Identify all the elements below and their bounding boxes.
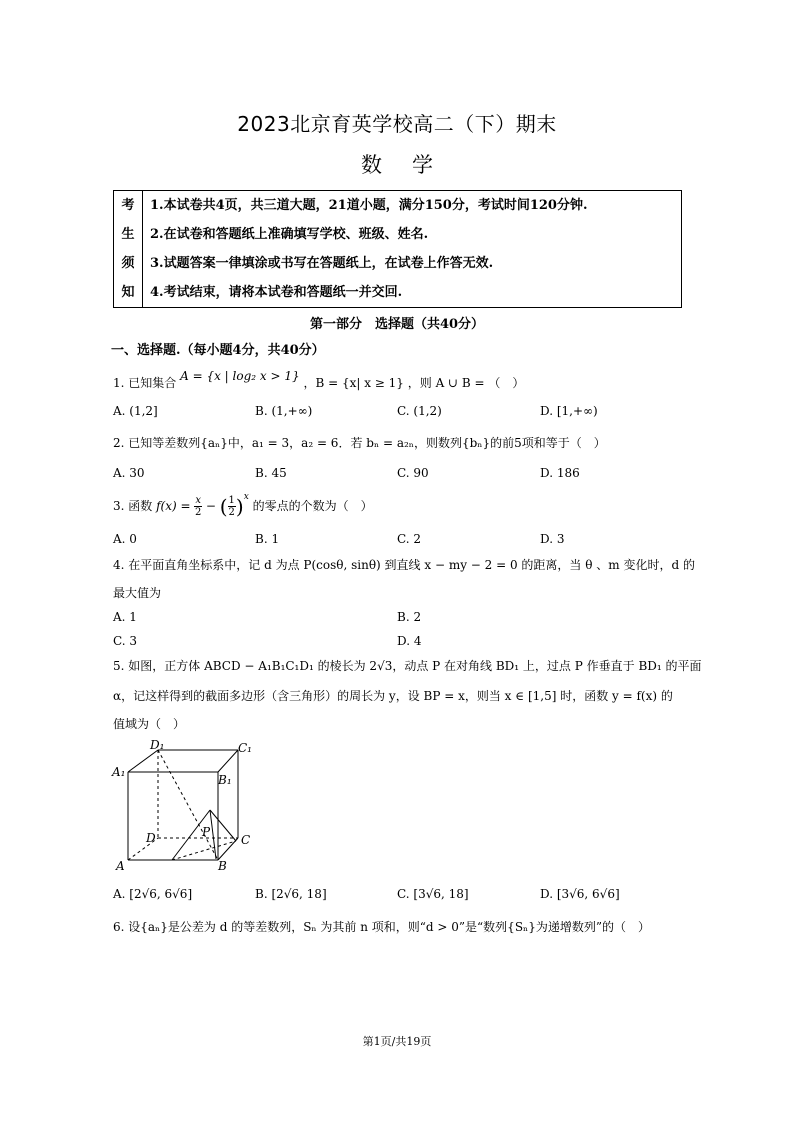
q3-right-paren: )	[235, 494, 244, 519]
q4-option-c: C. 3	[113, 634, 138, 648]
question-4-line-2: 最大值为	[113, 586, 162, 600]
q4-option-b: B. 2	[397, 610, 422, 624]
q3-func-name: f(x) =	[156, 499, 191, 513]
exam-notice-box	[113, 190, 682, 308]
q1-option-c: C. (1,2)	[397, 404, 442, 418]
q3-prefix: 3. 函数	[113, 499, 153, 513]
q1-set-b: ，B = {x| x ≥ 1}	[303, 376, 404, 390]
notice-side-char: 生	[121, 227, 135, 242]
page-title: 2023北京育英学校高二（下）期末	[237, 112, 557, 136]
q1-option-a: A. (1,2]	[113, 404, 158, 418]
q3-option-a: A. 0	[113, 532, 137, 546]
q3-frac2-den: 2	[228, 507, 235, 518]
notice-side-char: 考	[121, 198, 135, 213]
notice-item: 3.试题答案一律填涂或书写在答题纸上，在试卷上作答无效.	[150, 256, 494, 271]
page-footer: 第1页/共19页	[362, 1035, 432, 1048]
question-5-line-2: α，记这样得到的截面多边形（含三角形）的周长为 y，设 BP = x，则当 x ∈ [1,5] 时，函数 y = f(x) 的	[113, 689, 673, 703]
cube-figure	[110, 738, 260, 873]
diagonal-bd1	[158, 750, 218, 860]
notice-item: 1.本试卷共4页，共三道大题，21道小题，满分150分，考试时间120分钟.	[150, 198, 588, 213]
q1-set-a: A = {x | log₂ x > 1}	[180, 369, 300, 383]
q1-option-b: B. (1,+∞)	[255, 404, 313, 418]
label-b1: B₁	[218, 773, 232, 787]
notice-side-label	[114, 191, 143, 307]
subject-title: 数学	[361, 153, 463, 177]
q4-option-a: A. 1	[113, 610, 137, 624]
q2-option-b: B. 45	[255, 466, 287, 480]
question-3	[113, 488, 373, 522]
q3-minus: −	[205, 499, 216, 513]
question-6: 6. 设{aₙ}是公差为 d 的等差数列，Sₙ 为其前 n 项和，则“d > 0”是“数列{Sₙ}为递增数列”的（ ）	[113, 920, 650, 934]
label-c: C	[241, 833, 251, 847]
question-5-line-1: 5. 如图，正方体 ABCD − A₁B₁C₁D₁ 的棱长为 2√3，动点 P 在对角线 BD₁ 上，过点 P 作垂直于 BD₁ 的平面	[113, 659, 702, 673]
q1-prefix: 1. 已知集合	[113, 376, 177, 390]
q2-option-a: A. 30	[113, 466, 145, 480]
edge-b1c1	[218, 750, 238, 772]
notice-item: 4.考试结束，请将本试卷和答题纸一并交回.	[150, 285, 403, 300]
question-1	[113, 369, 525, 392]
label-b: B	[218, 859, 227, 873]
q1-option-d: D. [1,+∞)	[540, 404, 598, 418]
notice-item: 2.在试卷和答题纸上准确填写学校、班级、姓名.	[150, 227, 429, 242]
q5-option-a: A. [2√6, 6√6]	[113, 887, 193, 901]
q4-option-d: D. 4	[397, 634, 422, 648]
q3-suffix: 的零点的个数为（ ）	[252, 499, 373, 513]
label-a1: A₁	[112, 765, 126, 779]
notice-side-char: 须	[121, 256, 135, 271]
q3-option-d: D. 3	[540, 532, 565, 546]
q3-fraction-x-over-2	[194, 495, 202, 518]
q5-option-b: B. [2√6, 18]	[255, 887, 327, 901]
q2-option-c: C. 90	[397, 466, 429, 480]
question-4-line-1: 4. 在平面直角坐标系中，记 d 为点 P(cosθ, sinθ) 到直线 x − my − 2 = 0 的距离，当 θ 、m 变化时，d 的	[113, 558, 695, 572]
q3-frac2-num: 1	[228, 495, 235, 506]
label-c1: C₁	[238, 741, 252, 755]
notice-items	[150, 191, 677, 307]
edge-bc	[218, 838, 238, 860]
question-2: 2. 已知等差数列{aₙ}中，a₁ = 3，a₂ = 6．若 bₙ = a₂ₙ，则数列{bₙ}的前5项和等于（ ）	[113, 436, 606, 450]
q3-option-b: B. 1	[255, 532, 280, 546]
q3-option-c: C. 2	[397, 532, 422, 546]
part-title: 第一部分 选择题（共40分）	[309, 317, 485, 332]
q3-exponent: x	[243, 492, 249, 502]
q3-frac1-num: x	[195, 495, 202, 506]
section-edge-2	[210, 810, 236, 841]
label-d1: D₁	[150, 738, 165, 752]
q3-left-paren: (	[219, 494, 228, 519]
q3-frac1-den: 2	[195, 507, 202, 518]
label-p: P	[202, 825, 211, 839]
q5-option-c: C. [3√6, 18]	[397, 887, 469, 901]
label-d: D	[146, 831, 156, 845]
question-5-line-3: 值域为（ ）	[113, 717, 186, 731]
q5-option-d: D. [3√6, 6√6]	[540, 887, 620, 901]
label-a: A	[116, 859, 125, 873]
notice-side-char: 知	[121, 285, 135, 300]
section-title: 一、选择题.（每小题4分，共40分）	[111, 343, 325, 358]
q2-option-d: D. 186	[540, 466, 580, 480]
edge-a1d1	[128, 750, 158, 772]
q3-fraction-1-over-2	[228, 495, 236, 518]
q1-suffix: ，则 A ∪ B = （ ）	[407, 376, 525, 390]
